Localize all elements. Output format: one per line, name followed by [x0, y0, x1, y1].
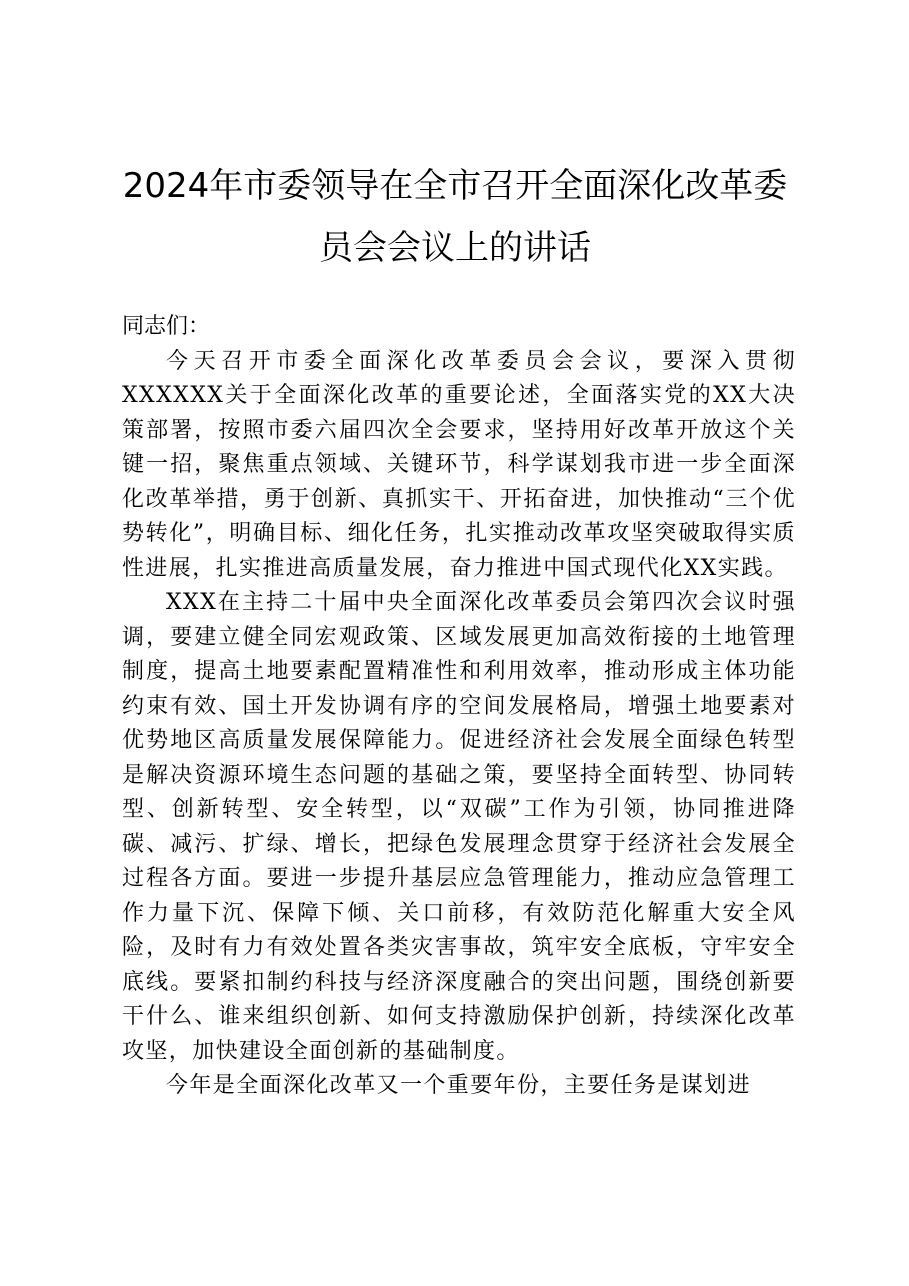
salutation: 同志们： — [122, 314, 211, 339]
paragraph-2: XXX在主持二十届中央全面深化改革委员会第四次会议时强调，要建立健全同宏观政策、区域发展更加高效衔接的土地管理制度，提高土地要素配置精准性和利用效率，推动形成主体功能约束有效、国土开发协调有序的空间发展格局，增强土地要素对优势地区高质量发展保障能力。促进经济社会发展全面绿色转型是解决资源环境生态问题的基础之策，要坚持全面转型、协同转型、创新转型、安全转型，以“双碳”工作为引领，协同推进降碳、减污、扩绿、增长，把绿色发展理念贯穿于经济社会发展全过程各方面。要进一步提升基层应急管理能力，推动应急管理工作力量下沉、保障下倾、关口前移，有效防范化解重大安全风险，及时有力有效处置各类灾害事故，筑牢安全底板，守牢安全底线。要紧扣制约科技与经济深度融合的突出问题，围绕创新要干什么、谁来组织创新、如何支持激励保护创新，持续深化改革攻坚，加快建设全面创新的基础制度。 — [122, 590, 796, 1064]
document-body — [122, 310, 796, 1104]
paragraph-1: 今天召开市委全面深化改革委员会会议，要深入贯彻XXXXXX关于全面深化改革的重要论述，全面落实党的XX大决策部署，按照市委六届四次全会要求，坚持用好改革开放这个关键一招，聚焦重点领域、关键环节，科学谋划我市进一步全面深化改革举措，勇于创新、真抓实干、开拓奋进，加快推动“三个优势转化”，明确目标、细化任务，扎实推动改革攻坚突破取得实质性进展，扎实推进高质量发展，奋力推进中国式现代化XX实践。 — [122, 348, 796, 581]
document-title: 2024年市委领导在全市召开全面深化改革委员会会议上的讲话 — [122, 166, 788, 268]
paragraph-3: 今年是全面深化改革又一个重要年份，主要任务是谋划进 — [166, 1073, 752, 1098]
